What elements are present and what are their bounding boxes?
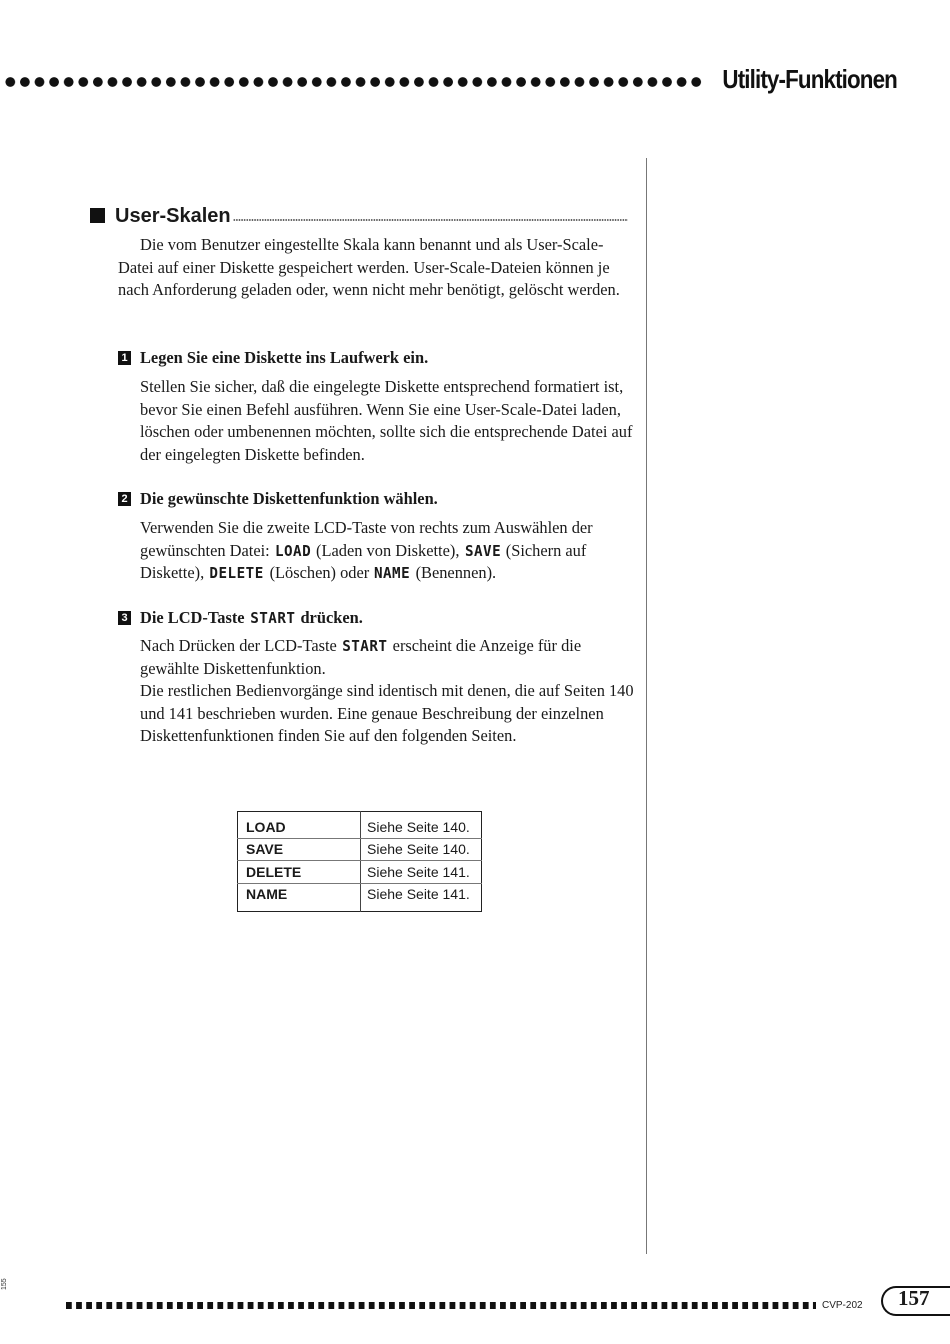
step-3-text: Nach Drücken der LCD-Taste bbox=[140, 636, 341, 655]
lcd-label-start: START bbox=[249, 609, 296, 627]
section-heading bbox=[90, 205, 628, 228]
step-number-badge: 1 bbox=[118, 351, 131, 365]
side-code: 155 bbox=[1, 1278, 8, 1290]
table-row bbox=[238, 883, 482, 912]
column-divider bbox=[646, 158, 647, 1254]
lcd-label-start: START bbox=[342, 637, 388, 655]
table-value: Siehe Seite 140. bbox=[361, 838, 482, 861]
square-bullet-icon bbox=[90, 208, 105, 223]
model-name: CVP-202 bbox=[822, 1300, 863, 1311]
step-3-text: erscheint die Anzeige für die gewählte Diskettenfunktion. bbox=[140, 636, 582, 678]
page-reference-table bbox=[237, 811, 482, 912]
table-key: NAME bbox=[238, 883, 361, 912]
step-number-badge: 2 bbox=[118, 492, 131, 506]
lcd-label-save: SAVE bbox=[464, 541, 501, 560]
step-2-title-text: Die gewünschte Diskettenfunktion wählen. bbox=[140, 489, 438, 508]
step-2-title bbox=[118, 489, 438, 509]
step-2-text: Verwenden Sie die zweite LCD-Taste von rechts zum Auswählen der gewünschten Datei: bbox=[140, 518, 593, 560]
step-3-title bbox=[118, 608, 363, 628]
table-row bbox=[238, 838, 482, 861]
step-1-title bbox=[118, 348, 428, 368]
section-heading-text: User-Skalen bbox=[115, 205, 231, 227]
table-key: SAVE bbox=[238, 838, 361, 861]
lcd-label-load: LOAD bbox=[274, 541, 311, 560]
step-2-text: (Laden von Diskette), bbox=[311, 540, 464, 560]
step-1-body: Stellen Sie sicher, daß die eingelegte Diskette entsprechend formatiert ist, bevor Sie einen Befehl ausführen. Wenn Sie eine User-Scale-Datei laden, löschen oder umbenennen möchten, sollte sich die entsprechende Datei auf der eingelegten Diskette befinden. bbox=[140, 377, 633, 464]
page-number: 157 bbox=[898, 1286, 930, 1310]
step-1-title-text: Legen Sie eine Diskette ins Laufwerk ein. bbox=[140, 348, 429, 367]
step-2-text: (Löschen) oder bbox=[265, 563, 374, 582]
lcd-label-delete: DELETE bbox=[209, 564, 265, 582]
step-2-text: (Sichern auf Diskette), bbox=[140, 540, 587, 582]
step-3-text: Die restlichen Bedienvorgänge sind identisch mit denen, die auf Seiten 140 und 141 beschrieben wurden. Eine genaue Beschreibung der einzelnen Diskettenfunktionen finden Sie auf den folgenden Seiten. bbox=[140, 681, 634, 745]
table-value: Siehe Seite 140. bbox=[361, 812, 482, 839]
step-number-badge: 3 bbox=[118, 611, 131, 625]
intro-paragraph: Die vom Benutzer eingestellte Skala kann benannt und als User-Scale-Datei auf einer Diskette gespeichert werden. User-Scale-Dateien können je nach Anforderung geladen oder, wenn nicht mehr benötigt, gelöscht werden. bbox=[118, 235, 620, 299]
lcd-label-name: NAME bbox=[374, 564, 411, 582]
table-key: DELETE bbox=[238, 861, 361, 884]
step-3-title-text: drücken. bbox=[300, 608, 363, 627]
step-3-body bbox=[140, 635, 640, 748]
table-value: Siehe Seite 141. bbox=[361, 861, 482, 884]
header-dot-leader bbox=[3, 75, 703, 89]
step-3-title-text: Die LCD-Taste bbox=[140, 608, 245, 627]
step-2-text: (Benennen). bbox=[411, 563, 497, 582]
table-key: LOAD bbox=[238, 812, 361, 839]
table-row bbox=[238, 861, 482, 884]
table-row bbox=[238, 812, 482, 839]
footer-dash-leader bbox=[66, 1302, 816, 1309]
step-2-body bbox=[140, 517, 640, 585]
page-section-title: Utility-Funktionen bbox=[722, 64, 897, 94]
heading-dot-leader bbox=[233, 219, 628, 221]
table-value: Siehe Seite 141. bbox=[367, 886, 470, 903]
